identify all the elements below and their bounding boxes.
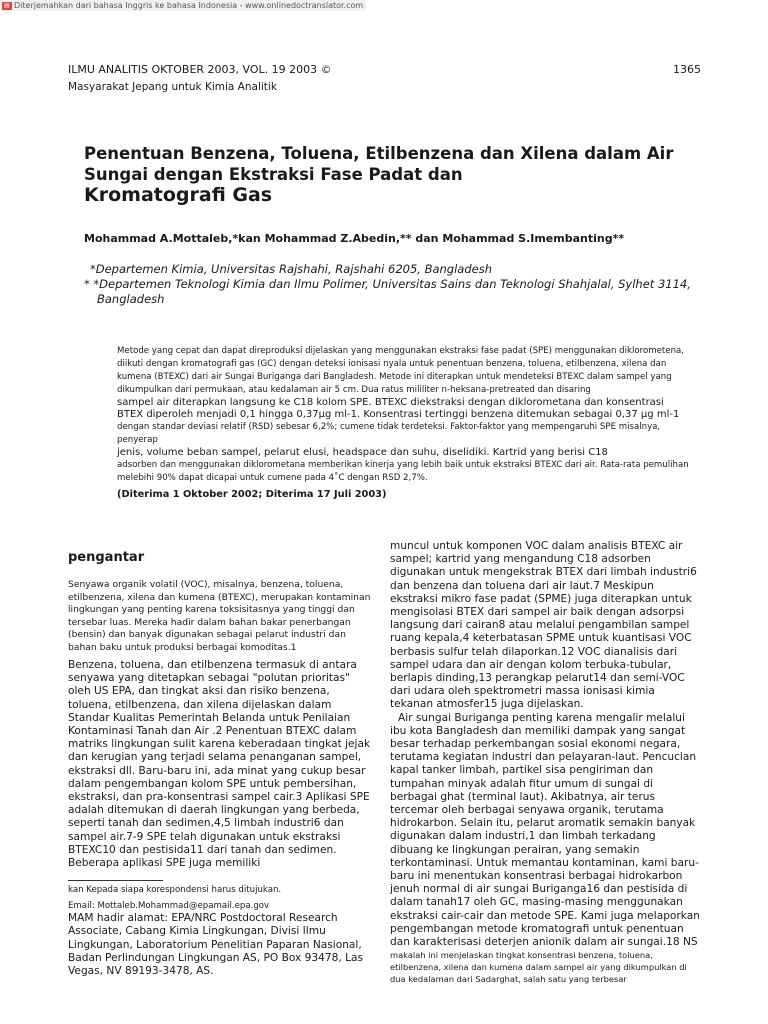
page-number: 1365 — [673, 63, 701, 76]
document-icon: ▤ — [2, 2, 12, 10]
title-line-1: Penentuan Benzena, Toluena, Etilbenzena dan Xilena dalam Air — [84, 144, 674, 163]
abstract — [117, 345, 690, 485]
journal-header: ILMU ANALITIS OKTOBER 2003, VOL. 19 2003 © — [68, 63, 332, 76]
title-line-3: Kromatografi Gas — [84, 184, 273, 206]
right-column — [390, 540, 700, 985]
abstract-sentence-4: jenis, volume beban sampel, pelarut elusi, headspace dan suhu, diselidiki. Kartrid yang berisi C18 — [117, 447, 608, 458]
affiliation-2: * *Departemen Teknologi Kimia dan Ilmu Polimer, Universitas Sains dan Teknologi Shahjalal, Sylhet 3114, — [84, 277, 691, 291]
translator-banner[interactable] — [0, 0, 366, 11]
paper-title — [84, 143, 684, 206]
abstract-sentence-1: Metode yang cepat dan dapat direproduksi dijelaskan yang menggunakan ekstraksi fase padat (SPE) menggunakan diklorometena, diikuti dengan kromatografi gas (GC) dengan deteksi ionisasi nyala untuk penentuan benzena, toluena, etilbenzena, xilena dan kumena (BTEXC) dari air Sungai Buriganga dari Bangladesh. Metode ini diterapkan untuk mendeteksi BTEXC dalam sampel yang dikumpulkan dari permukaan, atau kedalaman air 5 cm. Dua ratus mililiter n-heksana-pretreated dan disaring — [117, 346, 685, 395]
footnote-divider — [68, 880, 163, 881]
right-paragraph-2: Air sungai Buriganga penting karena mengalir melalui ibu kota Bangladesh dan memiliki dampak yang sangat besar terhadap perkembangan sosial ekonomi negara, terutama kegiatan industri dan pelayaran-laut. Pencucian kapal tanker limbah, partikel sisa pengiriman dan tumpahan minyak adalah fitur umum di sungai di berbagai ghat (terminal laut). Akibatnya, air terus tercemar oleh berbagai senyawa organik, terutama hidrokarbon. Selain itu, pelarut aromatik semakin banyak digunakan dalam industri,1 dan limbah terkadang dibuang ke lingkungan perairan, yang semakin terkontaminasi. Untuk memantau kontaminan, kami baru-baru ini menentukan konsentrasi berbagai hidrokarbon jenuh normal di air sungai Buriganga16 dan pestisida di dalam tanah17 oleh GC, masing-masing menggunakan ekstraksi cair-cair dan metode SPE. Kami juga melaporkan pengembangan metode kromatografi untuk penentuan dan karakterisasi deterjen anionik dalam air sungai.18 NS — [390, 711, 700, 949]
intro-paragraph-1: Senyawa organik volatil (VOC), misalnya, benzena, toluena, etilbenzena, xilena dan kumena (BTEXC), merupakan kontaminan lingkungan yang penting karena toksisitasnya yang tinggi dan tersebar luas. Mereka hadir dalam bahan bakar penerbangan (bensin) dan banyak digunakan sebagai pelarut industri dan bahan baku untuk produksi berbagai komoditas.1 — [68, 579, 371, 653]
right-paragraph-3: makalah ini menjelaskan tingkat konsentrasi benzena, toluena, etilbenzena, xilena dan kumena dalam sampel air yang dikumpulkan di dua kedalaman dari Sadarghat, salah satu yang terbesar — [390, 950, 687, 985]
author-list: Mohammad A.Mottaleb,*kan Mohammad Z.Abedin,** dan Mohammad S.Imembanting** — [84, 232, 625, 245]
section-heading-introduction: pengantar — [68, 550, 145, 565]
society-name: Masyarakat Jepang untuk Kimia Analitik — [68, 81, 277, 93]
banner-text: Diterjemahkan dari bahasa Inggris ke bahasa Indonesia - www.onlinedoctranslator.com — [14, 1, 364, 10]
title-line-2: Sungai dengan Ekstraksi Fase Padat dan — [84, 165, 463, 184]
intro-paragraph-2: Benzena, toluena, dan etilbenzena termasuk di antara senyawa yang ditetapkan sebagai "polutan prioritas" oleh US EPA, dan tingkat aksi dan risiko benzena, toluena, etilbenzena, dan xilena dijelaskan dalam Standar Kualitas Pemerintah Belanda untuk Penilaian Kontaminasi Tanah dan Air .2 Penentuan BTEXC dalam matriks lingkungan sulit karena keberadaan tingkat jejak dan kerugian yang terjadi selama penanganan sampel, ekstraksi dll. Baru-baru ini, ada minat yang cukup besar dalam pengembangan kolom SPE untuk pembersihan, ekstraksi, dan pra-konsentrasi sampel cair.3 Aplikasi SPE adalah ditemukan di daerah lingkungan yang berbeda, seperti tanah dan sedimen,4,5 limbah industri6 dan sampel air.7-9 SPE telah digunakan untuk ekstraksi BTEXC10 dan pestisida11 dari tanah dan sedimen. Beberapa aplikasi SPE juga memiliki — [68, 659, 371, 870]
left-column — [68, 540, 374, 978]
abstract-sentence-5: adsorben dan menggunakan diklorometana memberikan kinerja yang lebih baik untuk ekstraksi BTEXC dari air. Rata-rata pemulihan melebihi 90% dapat dicapai untuk cumene pada 4˚C dengan RSD 2,7%. — [117, 460, 689, 483]
footnote-address: MAM hadir alamat: EPA/NRC Postdoctoral Research Associate, Cabang Kimia Lingkungan, Divisi Ilmu Lingkungan, Laboratorium Penelitian Paparan Nasional, Badan Perlindungan Lingkungan AS, PO Box 93478, Las Vegas, NV 89193-3478, AS. — [68, 912, 364, 978]
right-paragraph-1: muncul untuk komponen VOC dalam analisis BTEXC air sampel; kartrid yang mengandung C18 adsorben digunakan untuk mengekstrak BTEX dari limbah industri6 dan benzena dan toluena dari air laut.7 Meskipun ekstraksi mikro fase padat (SPME) juga diterapkan untuk mengisolasi BTEX dari sampel air baik dengan adsorpsi langsung dari cairan8 atau melalui pengambilan sampel ruang kepala,4 keterbatasan SPME untuk kuantisasi VOC berbasis sulfur telah dilaporkan.12 VOC dianalisis dari sampel udara dan air dengan kolom terbuka-tubular, berlapis dinding,13 perangkap pelarut14 dan semi-VOC dari udara oleh spektrometri massa ionisasi kimia tekanan atmosfer15 juga dijelaskan. — [390, 540, 697, 711]
abstract-sentence-2: sampel air diterapkan langsung ke C18 kolom SPE. BTEXC diekstraksi dengan diklorometana dan konsentrasi BTEX diperoleh menjadi 0,1 hingga 0,37μg ml-1. Konsentrasi tertinggi benzena ditemukan sebagai 0,37 μg ml-1 — [117, 397, 680, 420]
footnote-email[interactable]: Email: Mottaleb.Mohammad@epamail.epa.gov — [68, 901, 270, 912]
footnote-correspondence: kan Kepada siapa korespondensi harus ditujukan. — [68, 885, 282, 896]
affiliation-2-country: Bangladesh — [97, 292, 165, 306]
abstract-sentence-3: dengan standar deviasi relatif (RSD) sebesar 6,2%; cumene tidak terdeteksi. Faktor-faktor yang mempengaruhi SPE misalnya, penyerap — [117, 422, 661, 445]
received-dates: (Diterima 1 Oktober 2002; Diterima 17 Juli 2003) — [117, 489, 387, 500]
affiliation-1: *Departemen Kimia, Universitas Rajshahi, Rajshahi 6205, Bangladesh — [90, 262, 493, 276]
